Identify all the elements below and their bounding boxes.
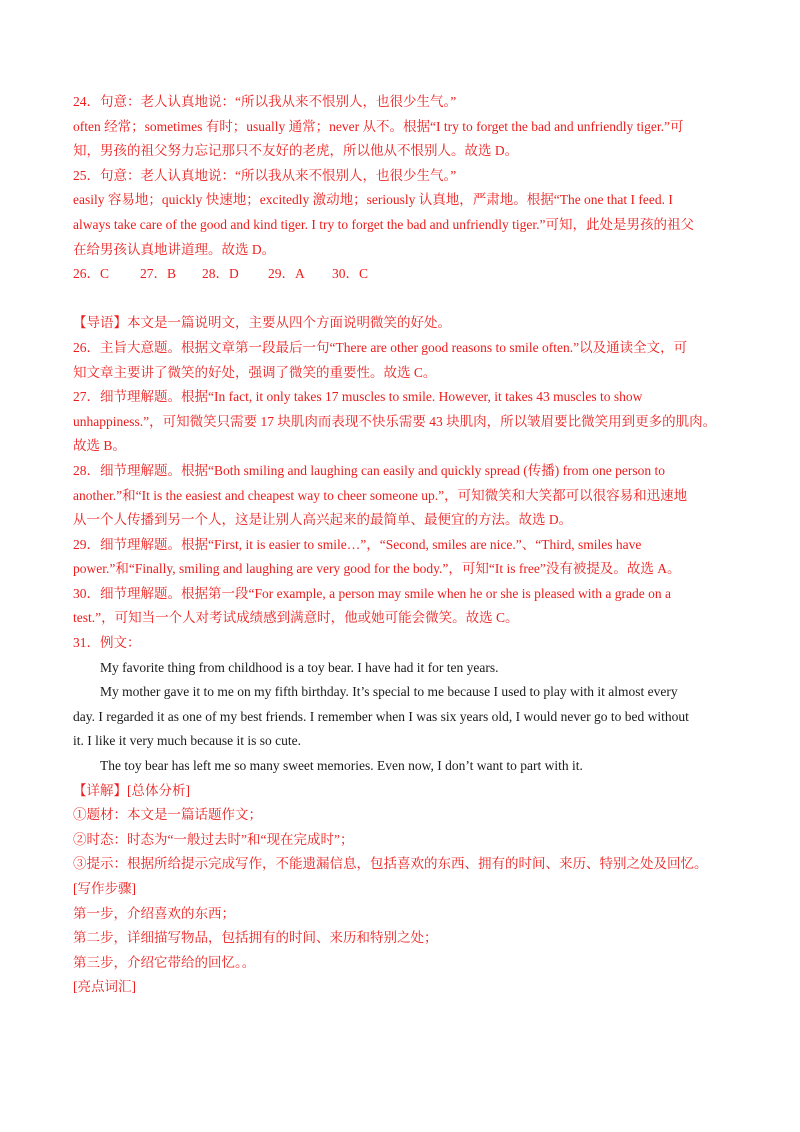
q24-explanation-line-1: often 经常；sometimes 有时；usually 通常；never 从不。根据“I try to forget the bad and unfriendly tiger.”可 — [73, 118, 684, 134]
writing-step-1: 第一步，介绍喜欢的东西； — [73, 905, 235, 921]
guide-summary: 【导语】本文是一篇说明文，主要从四个方面说明微笑的好处。 — [73, 315, 451, 331]
essay-paragraph-2-line-3: it. I like it very much because it is so cute. — [73, 733, 301, 749]
q27-explanation-line-1: 27．细节理解题。根据“In fact, it only takes 17 muscles to smile. However, it takes 43 muscles to show — [73, 389, 643, 405]
answer-30: 30．C — [332, 266, 369, 282]
answer-29: 29．A — [268, 266, 305, 282]
detail-heading: 【详解】[总体分析] — [73, 782, 190, 798]
essay-paragraph-3: The toy bear has left me so many sweet memories. Even now, I don’t want to part with it. — [100, 758, 583, 774]
writing-step-3: 第三步，介绍它带给的回忆。。 — [73, 954, 256, 970]
q28-explanation-line-2: another.”和“It is the easiest and cheapest way to cheer someone up.”，可知微笑和大笑都可以很容易和迅速地 — [73, 487, 688, 503]
q28-explanation-line-3: 从一个人传播到另一个人，这是让别人高兴起来的最简单、最便宜的方法。故选 D。 — [73, 512, 573, 528]
detail-item-3: ③提示：根据所给提示完成写作，不能遗漏信息，包括喜欢的东西、拥有的时间、来历、特别之处及回忆。 — [73, 856, 708, 872]
writing-steps-heading: [写作步骤] — [73, 881, 136, 896]
q25-explanation-line-1: easily 容易地；quickly 快速地；excitedly 激动地；seriously 认真地，严肃地。根据“The one that I feed. I — [73, 192, 673, 208]
answer-explanation-document — [73, 90, 733, 1000]
q27-explanation-line-2: unhappiness.”，可知微笑只需要 17 块肌肉而表现不快乐需要 43 块肌肉，所以皱眉要比微笑用到更多的肌肉。 — [73, 413, 717, 429]
q30-explanation-line-1: 30．细节理解题。根据第一段“For example, a person may smile when he or she is pleased with a grade on a — [73, 585, 671, 601]
q26-explanation-line-2: 知文章主要讲了微笑的好处，强调了微笑的重要性。故选 C。 — [73, 364, 437, 380]
q31-title: 31．例文： — [73, 635, 141, 651]
answer-27: 27．B — [140, 266, 177, 282]
vocab-heading: [亮点词汇] — [73, 979, 136, 995]
q28-explanation-line-1: 28．细节理解题。根据“Both smiling and laughing can easily and quickly spread (传播) from one person to — [73, 462, 666, 478]
detail-item-1: ①题材：本文是一篇话题作文； — [73, 807, 262, 823]
q25-explanation-line-3: 在给男孩认真地讲道理。故选 D。 — [73, 241, 276, 257]
q29-explanation-line-2: power.”和“Finally, smiling and laughing are very good for the body.”，可知“It is free”没有被提及。故选 A。 — [73, 561, 681, 577]
q25-title: 25．句意：老人认真地说：“所以我从来不恨别人，也很少生气。” — [73, 167, 457, 183]
q24-explanation-line-2: 知，男孩的祖父努力忘记那只不友好的老虎，所以他从不恨别人。故选 D。 — [73, 143, 519, 159]
q25-explanation-line-2: always take care of the good and kind tiger. I try to forget the bad and unfriendly tiger.”可知，此处是男孩的祖父 — [73, 216, 694, 232]
q26-explanation-line-1: 26．主旨大意题。根据文章第一段最后一句“There are other good reasons to smile often.”以及通读全文，可 — [73, 339, 688, 355]
answer-key-row — [73, 262, 733, 287]
essay-paragraph-1: My favorite thing from childhood is a toy bear. I have had it for ten years. — [100, 659, 499, 675]
q24-title: 24．句意：老人认真地说：“所以我从来不恨别人，也很少生气。” — [73, 94, 457, 109]
spacer — [73, 287, 733, 312]
q27-explanation-line-3: 故选 B。 — [73, 438, 126, 454]
detail-item-2: ②时态：时态为“一般过去时”和“现在完成时”； — [73, 831, 354, 847]
q29-explanation-line-1: 29．细节理解题。根据“First, it is easier to smile…”，“Second, smiles are nice.”、“Third, smiles have — [73, 536, 642, 552]
answer-28: 28．D — [202, 266, 239, 282]
answer-26: 26．C — [73, 266, 110, 282]
essay-paragraph-2-line-1: My mother gave it to me on my fifth birthday. It’s special to me because I used to play with it almost every — [100, 684, 678, 700]
writing-step-2: 第二步，详细描写物品，包括拥有的时间、来历和特别之处； — [73, 930, 438, 946]
q30-explanation-line-2: test.”，可知当一个人对考试成绩感到满意时，他或她可能会微笑。故选 C。 — [73, 610, 519, 626]
essay-paragraph-2-line-2: day. I regarded it as one of my best friends. I remember when I was six years old, I would never go to bed without — [73, 708, 689, 724]
